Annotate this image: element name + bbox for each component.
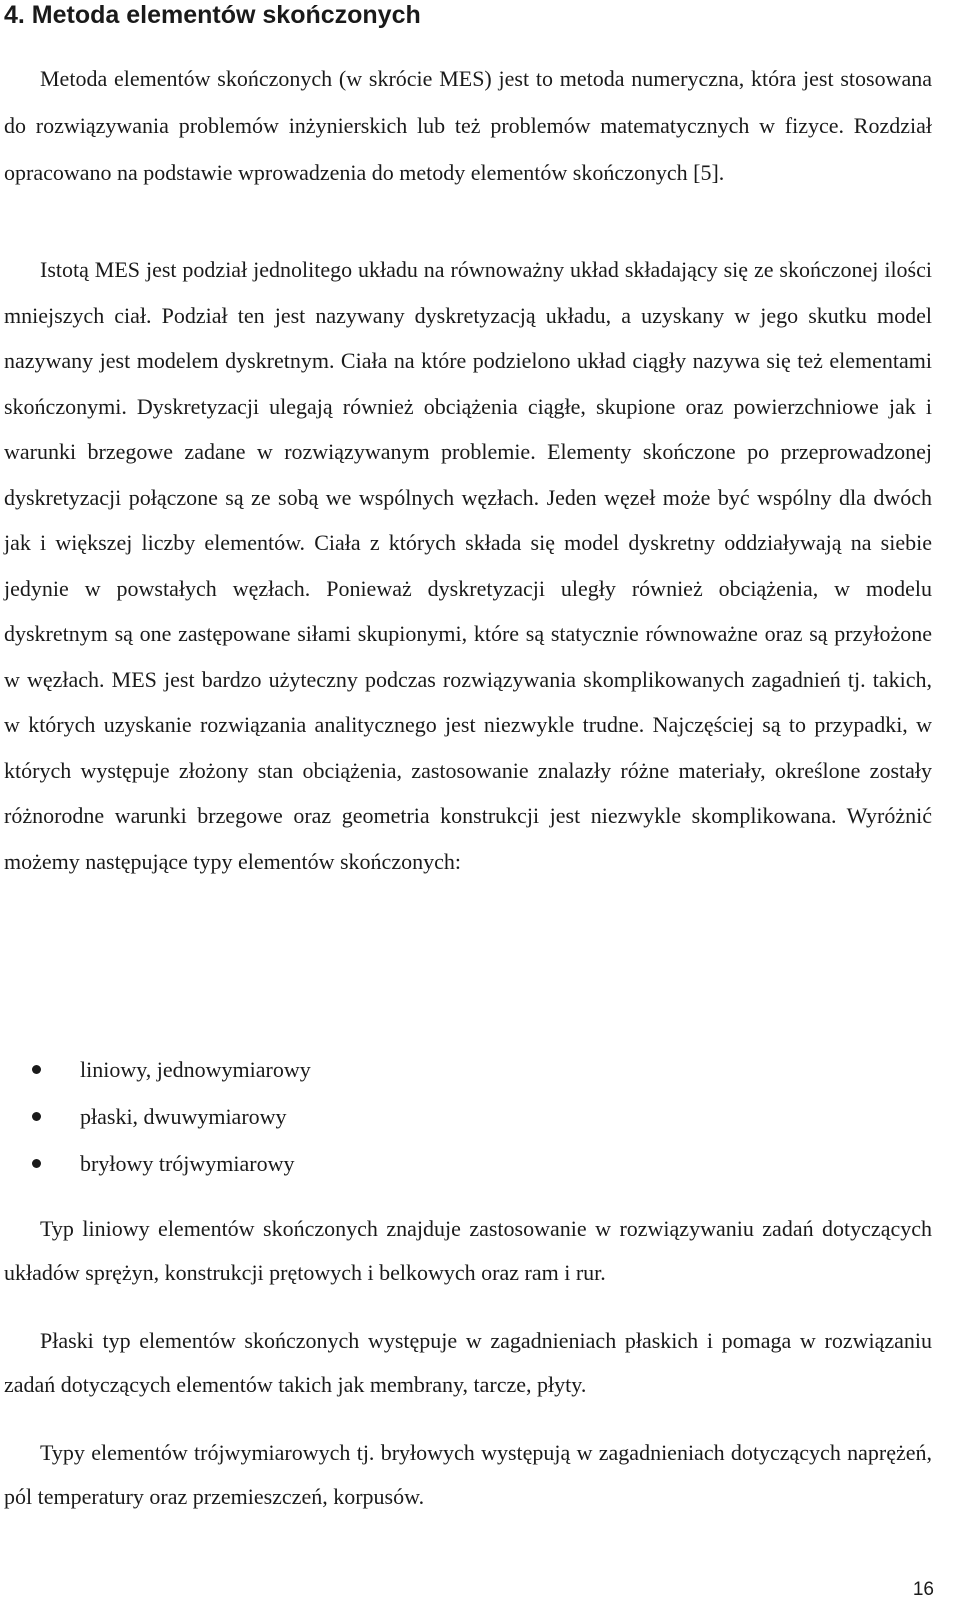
paragraph-mes-essence: [4, 247, 932, 884]
paragraph-solid-type-text: Typy elementów trójwymiarowych tj. bryłowych występują w zagadnieniach dotyczących naprężeń, pól temperatury oraz przemieszczeń, korpusów.: [4, 1440, 932, 1509]
paragraph-intro: [4, 55, 932, 196]
list-item-text: płaski, dwuwymiarowy: [80, 1104, 287, 1129]
paragraph-planar-type: [4, 1319, 932, 1407]
list-item: [0, 1046, 700, 1093]
paragraph-solid-type: [4, 1431, 932, 1519]
list-item-text: bryłowy trójwymiarowy: [80, 1151, 295, 1176]
paragraph-linear-type: [4, 1207, 932, 1295]
paragraph-planar-type-text: Płaski typ elementów skończonych występuje w zagadnieniach płaskich i pomaga w rozwiązaniu zadań dotyczących elementów takich jak membrany, tarcze, płyty.: [4, 1328, 932, 1397]
paragraph-linear-type-text: Typ liniowy elementów skończonych znajduje zastosowanie w rozwiązywaniu zadań dotyczących układów sprężyn, konstrukcji prętowych i belkowych oraz ram i rur.: [4, 1216, 932, 1285]
element-types-list: [0, 1046, 700, 1187]
list-item-text: liniowy, jednowymiarowy: [80, 1057, 311, 1082]
list-item: [0, 1093, 700, 1140]
page-number: 16: [912, 1579, 934, 1600]
bullet-icon: [32, 1065, 41, 1074]
list-item: [0, 1140, 700, 1187]
bullet-icon: [32, 1112, 41, 1121]
chapter-title: 4. Metoda elementów skończonych: [4, 1, 421, 29]
bullet-icon: [32, 1159, 41, 1168]
paragraph-intro-text: Metoda elementów skończonych (w skrócie MES) jest to metoda numeryczna, która jest stosowana do rozwiązywania problemów inżynierskich lub też problemów matematycznych w fizyce. Rozdział opracowano na podstawie wprowadzenia do metody elementów skończonych [5].: [4, 66, 932, 185]
paragraph-mes-essence-text: Istotą MES jest podział jednolitego układu na równoważny układ składający się ze skończonej ilości mniejszych ciał. Podział ten jest nazywany dyskretyzacją układu, a uzyskany w jego skutku model nazywany jest modelem dyskretnym. Ciała na które podzielono układ ciągły nazywa się też elementami skończonymi. Dyskretyzacji ulegają również obciążenia ciągłe, skupione oraz powierzchniowe jak i warunki brzegowe zadane w rozwiązywanym problemie. Elementy skończone po przeprowadzonej dyskretyzacji połączone są ze sobą we wspólnych węzłach. Jeden węzeł może być wspólny dla dwóch jak i większej liczby elementów. Ciała z których składa się model dyskretny oddziaływają na siebie jedynie w powstałych węzłach. Ponieważ dyskretyzacji uległy również obciążenia, w modelu dyskretnym są one zastępowane siłami skupionymi, które są statycznie równoważne oraz są przyłożone w węzłach. MES jest bardzo użyteczny podczas rozwiązywania skomplikowanych zagadnień tj. takich, w których uzyskanie rozwiązania analitycznego jest niezwykle trudne. Najczęściej są to przypadki, w których występuje złożony stan obciążenia, zastosowanie znalazły różne materiały, określone zostały różnorodne warunki brzegowe oraz geometria konstrukcji jest niezwykle skomplikowana. Wyróżnić możemy następujące typy elementów skończonych:: [4, 257, 932, 874]
